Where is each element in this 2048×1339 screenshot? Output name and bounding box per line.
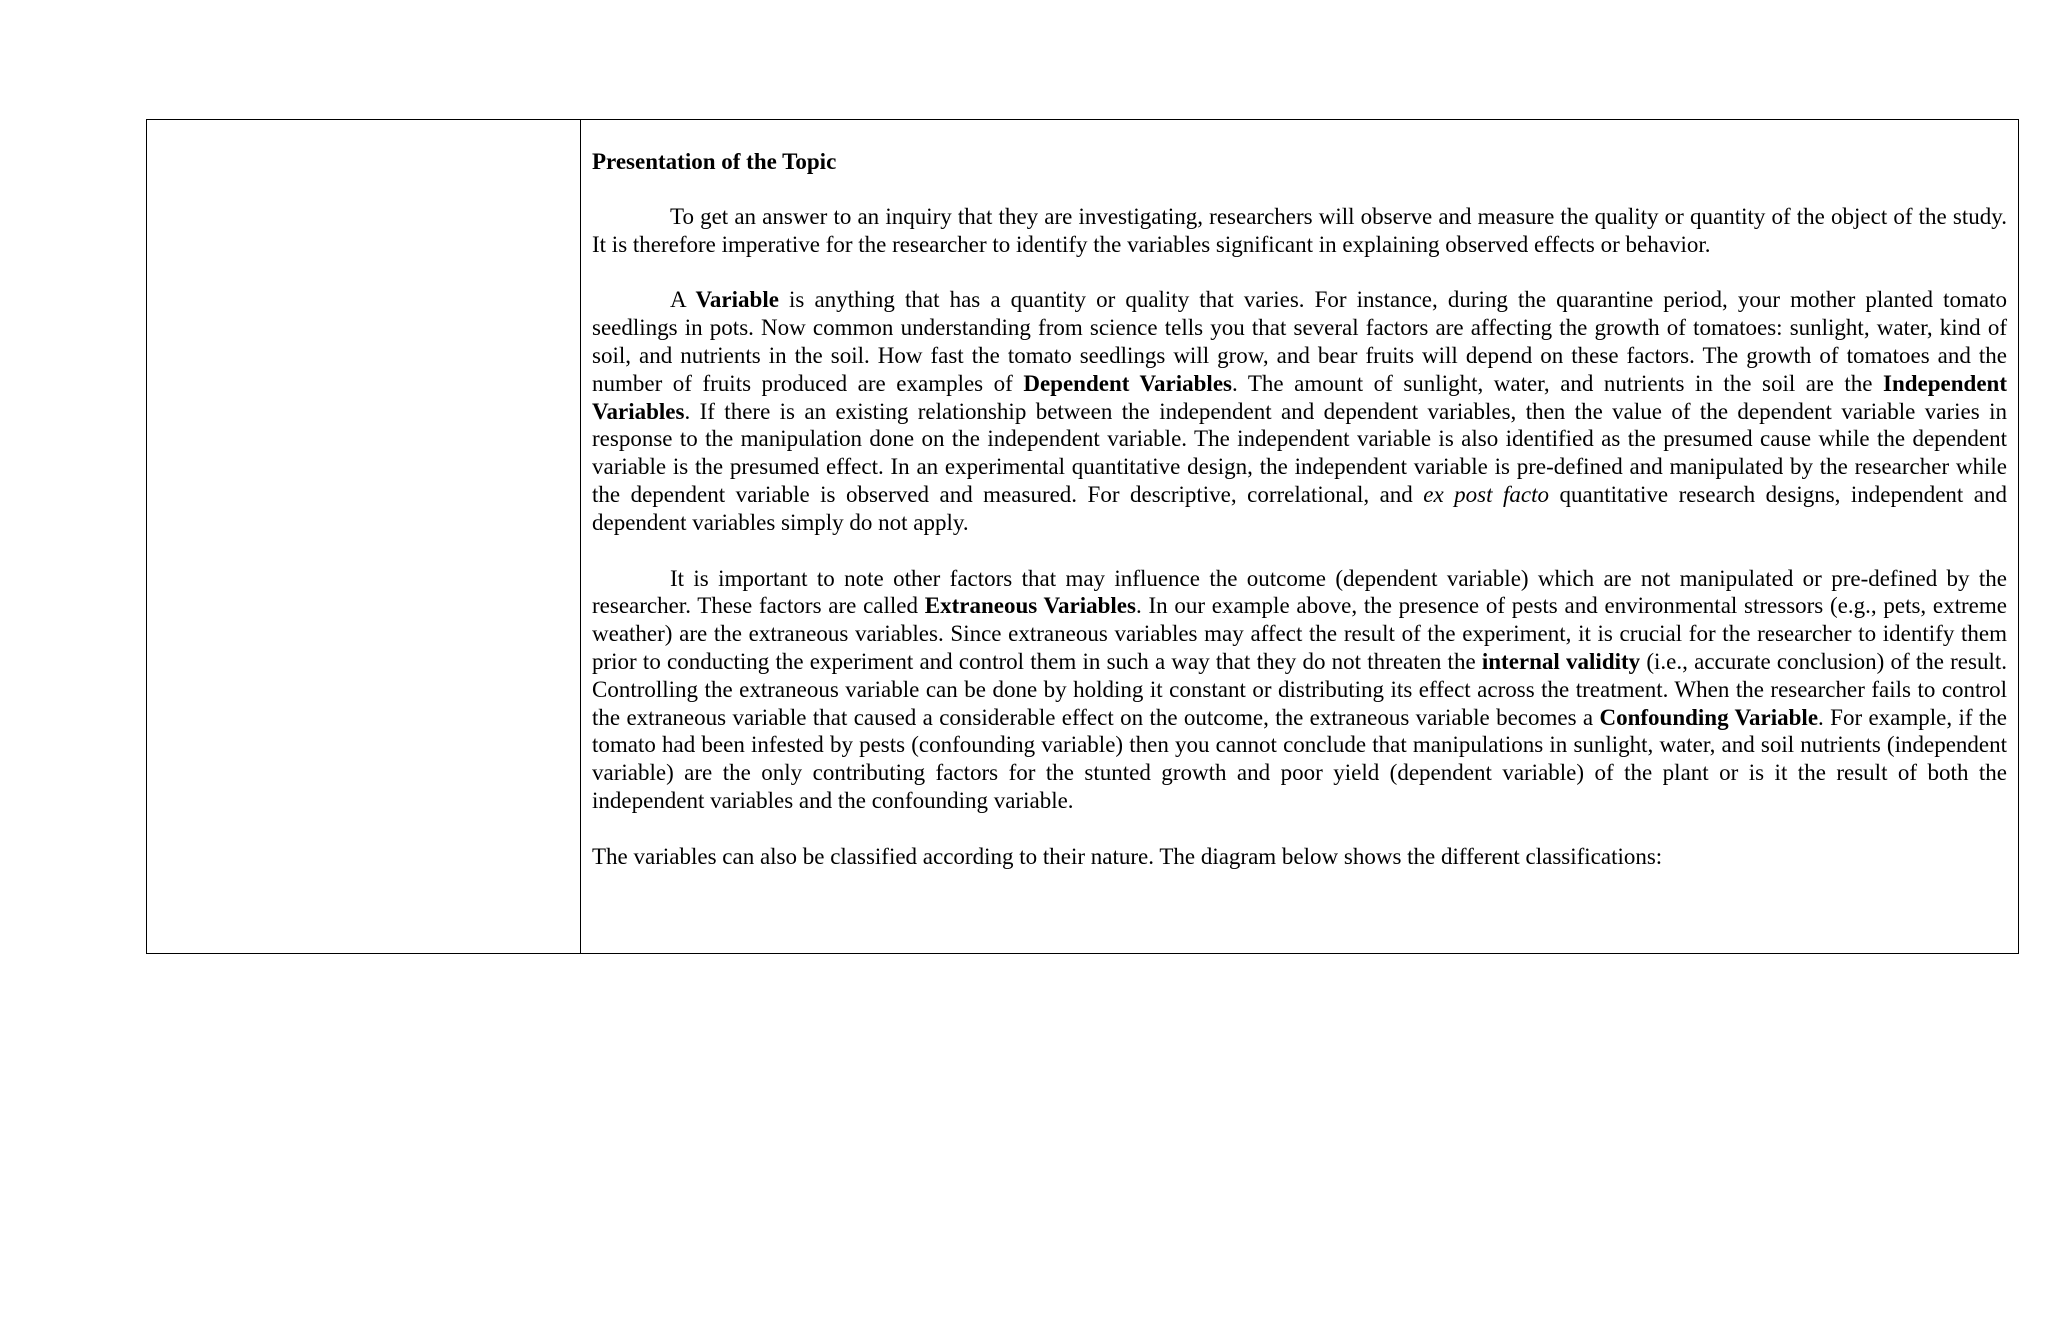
- text-run: It is important to note other factors that may influence the outcome (dependent variable) which are not manipulated or pre-defined by the researcher. These factors are called: [592, 565, 2007, 619]
- term-dependent-variables: Dependent Variables: [1023, 370, 1232, 396]
- lesson-table: [146, 119, 2019, 954]
- term-internal-validity: internal validity: [1481, 648, 1641, 674]
- text-run: . For example, if the tomato had been infested by pests (confounding variable) then you cannot conclude that manipulations in sunlight, water, and soil nutrients (independent variable) are the only contributing factors for the stunted growth and poor yield (dependent variable) of the plant or is it the result of both the independent variables and the confounding variable.: [592, 704, 2007, 813]
- term-independent-variables: Independent Variables: [592, 370, 2007, 424]
- text-run: (i.e., accurate conclusion) of the result. Controlling the extraneous variable can be done by holding it constant or distributing its effect across the treatment. When the researcher fails to control the extraneous variable that caused a considerable effect on the outcome, the extraneous variable becomes a: [592, 648, 2007, 730]
- text-run: . The amount of sunlight, water, and nutrients in the soil are the: [1231, 370, 1884, 396]
- term-confounding-variable: Confounding Variable: [1599, 704, 1819, 730]
- text-run: quantitative research designs, independent and dependent variables simply do not apply.: [592, 481, 2007, 535]
- section-title: Presentation of the Topic: [592, 149, 837, 174]
- intro-paragraph: [592, 203, 2007, 259]
- text-run: . If there is an existing relationship between the independent and dependent variables, then the value of the dependent variable varies in response to the manipulation done on the independent variable. The independent variable is also identified as the presumed cause while the dependent variable is the presumed effect. In an experimental quantitative design, the independent variable is pre-defined and manipulated by the researcher while the dependent variable is observed and measured. For descriptive, correlational, and: [592, 398, 2007, 507]
- variable-definition-paragraph: [592, 286, 2007, 536]
- extraneous-variables-paragraph: [592, 565, 2007, 815]
- table-content-cell: [581, 120, 2018, 953]
- term-ex-post-facto: ex post facto: [1423, 481, 1550, 507]
- term-variable: Variable: [695, 287, 779, 313]
- text-run: . In our example above, the presence of pests and environmental stressors (e.g., pets, extreme weather) are the extraneous variables. Since extraneous variables may affect the result of the experiment, it is crucial for the researcher to identify them prior to conducting the experiment and control them in such a way that they do not threaten the: [592, 593, 2007, 674]
- text-run: A: [670, 287, 696, 313]
- table-left-cell: [147, 120, 581, 953]
- text-run: is anything that has a quantity or quality that varies. For instance, during the quarantine period, your mother planted tomato seedlings in pots. Now common understanding from science tells you that several factors are affecting the growth of tomatoes: sunlight, water, kind of soil, and nutrients in the soil. How fast the tomato seedlings will grow, and bear fruits will depend on these factors. The growth of tomatoes and the number of fruits produced are examples of: [592, 287, 2008, 396]
- intro-text: To get an answer to an inquiry that they are investigating, researchers will observe and measure the quality or quantity of the object of the study. It is therefore imperative for the researcher to identify the variables significant in explaining observed effects or behavior.: [592, 203, 2007, 257]
- term-extraneous-variables: Extraneous Variables: [924, 593, 1136, 619]
- classification-paragraph: [592, 843, 2007, 871]
- classification-text: The variables can also be classified according to their nature. The diagram below shows the different classifications:: [592, 843, 1663, 869]
